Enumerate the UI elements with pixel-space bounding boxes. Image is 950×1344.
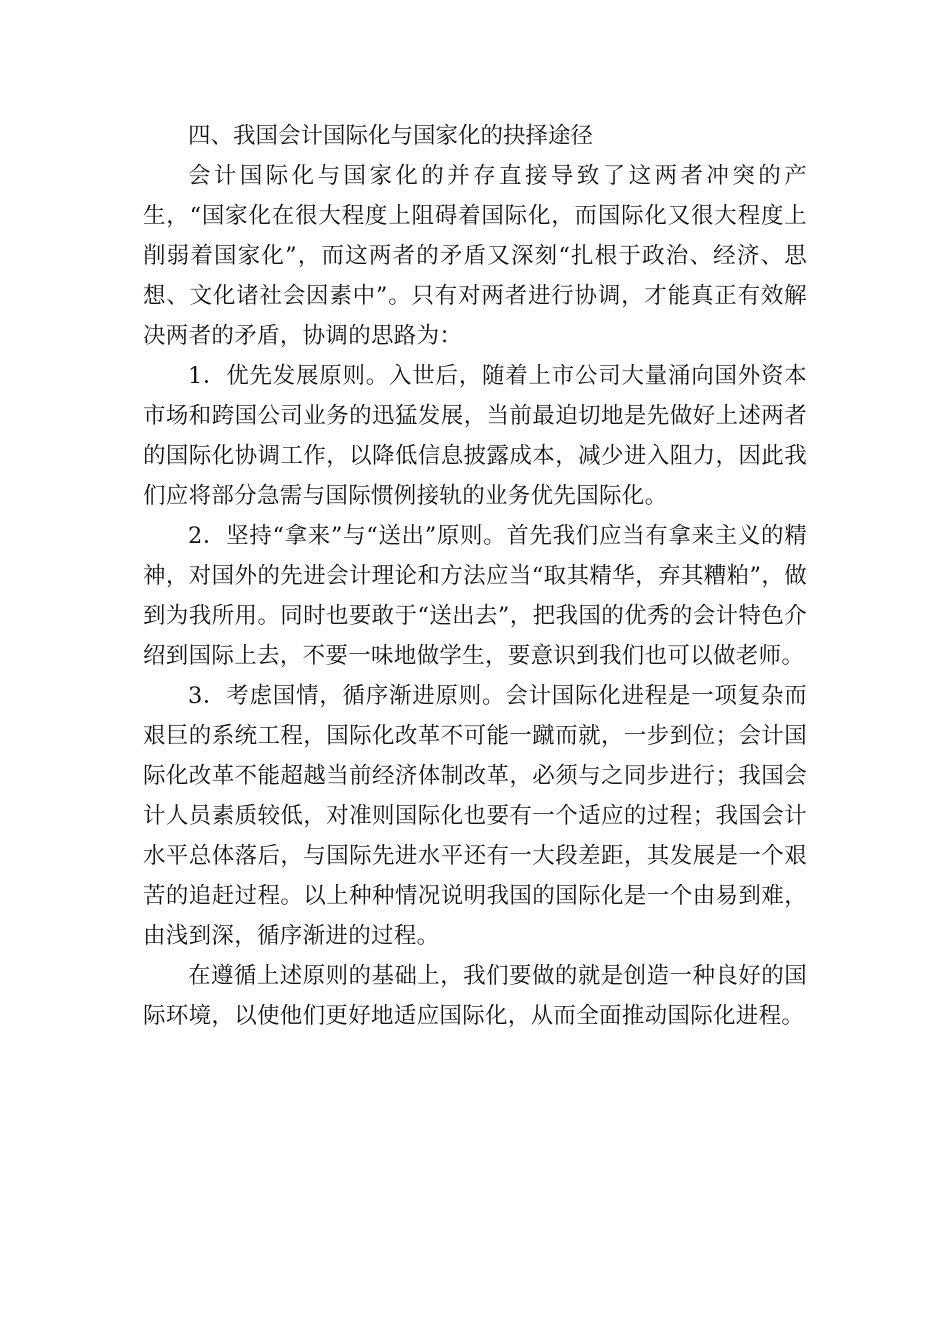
paragraph-intro: 会计国际化与国家化的并存直接导致了这两者冲突的产生，“国家化在很大程度上阻碍着国际化，而国际化又很大程度上削弱着国家化”，而这两者的矛盾又深刻“扎根于政治、经济、思想、文化诸社会因素中”。只有对两者进行协调，才能真正有效解决两者的矛盾，协调的思路为： — [143, 163, 807, 349]
document-body — [143, 116, 807, 1036]
paragraph-principle-1: 1．优先发展原则。入世后，随着上市公司大量涌向国外资本市场和跨国公司业务的迅猛发展，当前最迫切地是先做好上述两者的国际化协调工作，以降低信息披露成本，减少进入阻力，因此我们应将部分急需与国际惯例接轨的业务优先国际化。 — [143, 363, 807, 509]
paragraph-principle-3: 3．考虑国情，循序渐进原则。会计国际化进程是一项复杂而艰巨的系统工程，国际化改革不可能一蹴而就，一步到位；会计国际化改革不能超越当前经济体制改革，必须与之同步进行；我国会计人员素质较低，对准则国际化也要有一个适应的过程；我国会计水平总体落后，与国际先进水平还有一大段差距，其发展是一个艰苦的追赶过程。以上种种情况说明我国的国际化是一个由易到难，由浅到深，循序渐进的过程。 — [143, 683, 807, 949]
paragraph-conclusion: 在遵循上述原则的基础上，我们要做的就是创造一种良好的国际环境，以使他们更好地适应国际化，从而全面推动国际化进程。 — [143, 963, 807, 1029]
section-heading: 四、我国会计国际化与国家化的抉择途径 — [188, 123, 594, 149]
paragraph-principle-2: 2．坚持“拿来”与“送出”原则。首先我们应当有拿来主义的精神，对国外的先进会计理论和方法应当“取其精华，弃其糟粕”，做到为我所用。同时也要敢于“送出去”，把我国的优秀的会计特色介绍到国际上去，不要一味地做学生，要意识到我们也可以做老师。 — [143, 523, 807, 669]
